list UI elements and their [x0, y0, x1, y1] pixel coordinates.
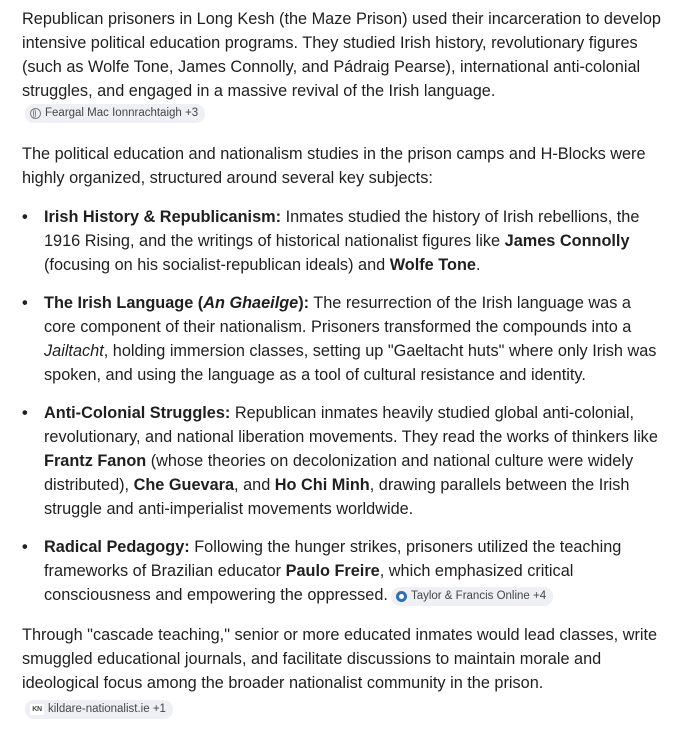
- intro-text: Republican prisoners in Long Kesh (the Maze Prison) used their incarceration to develop intensive political education programs. They studied Irish history, revolutionary figures (such as Wolfe Tone, James Connolly, and Pádraig Pearse), international anti-colonial struggles, and engaged in a massive revival of the Irish language.: [22, 10, 661, 100]
- bold-name: James Connolly: [504, 232, 630, 250]
- list-item-irish-history: [22, 205, 661, 277]
- bold-name: Frantz Fanon: [44, 452, 147, 470]
- title-part: ):: [298, 294, 310, 312]
- list-item-radical-pedagogy: [22, 535, 661, 607]
- item-text: .: [475, 256, 481, 274]
- item-text: , holding immersion classes, setting up "Gaeltacht huts" where only Irish was spoken, and using the language as a tool of cultural resistance and identity.: [44, 342, 657, 384]
- item-text: (focusing on his socialist-republican ideals) and: [44, 256, 390, 274]
- item-title: Irish History & Republicanism:: [44, 208, 282, 226]
- overview-text: The political education and nationalism studies in the prison camps and H-Blocks were highly organized, structured around several key subjects:: [22, 145, 646, 187]
- item-title: Radical Pedagogy:: [44, 538, 190, 556]
- list-item-irish-language: [22, 291, 661, 387]
- item-text: Following the hunger strikes, prisoners utilized the teaching frameworks of Brazilian educator: [44, 538, 622, 580]
- item-text: Inmates studied the history of Irish rebellions, the 1916 Rising, and the writings of historical nationalist figures like: [44, 208, 640, 250]
- bold-name: Ho Chi Minh: [274, 476, 370, 494]
- kildare-nationalist-logo-icon: KN: [30, 704, 44, 715]
- item-text: Republican inmates heavily studied global anti-colonial, revolutionary, and national liberation movements. They read the works of thinkers like: [44, 404, 658, 446]
- globe-icon: [30, 108, 41, 119]
- overview-paragraph: [22, 142, 661, 190]
- closing-text: Through "cascade teaching," senior or more educated inmates would lead classes, write smuggled educational journals, and facilitate discussions to maintain morale and ideological focus among the broader nationalist community in the prison.: [22, 626, 658, 692]
- bullet-dot: •: [22, 538, 28, 556]
- bold-name: Wolfe Tone: [389, 256, 476, 274]
- bold-name: Paulo Freire: [285, 562, 380, 580]
- source-chip-taylor-francis[interactable]: [391, 587, 553, 606]
- bold-name: Che Guevara: [133, 476, 235, 494]
- title-part: The Irish Language (: [44, 294, 204, 312]
- item-title: Anti-Colonial Struggles:: [44, 404, 231, 422]
- bullet-dot: •: [22, 294, 28, 312]
- source-chip-label: kildare-nationalist.ie +1: [48, 703, 166, 715]
- item-text: (whose theories on decolonization and national culture were widely distributed),: [44, 452, 634, 494]
- bullet-dot: •: [22, 404, 28, 422]
- bullet-dot: •: [22, 208, 28, 226]
- closing-paragraph: [22, 623, 661, 719]
- item-text: , and: [234, 476, 275, 494]
- taylor-francis-logo-icon: [396, 591, 407, 602]
- list-item-anti-colonial: [22, 401, 661, 521]
- item-title: [44, 294, 309, 312]
- item-text: The resurrection of the Irish language was a core component of their nationalism. Prisoners transformed the compounds into a: [44, 294, 632, 336]
- source-chip-kildare[interactable]: [25, 700, 173, 719]
- italic-term: Jailtacht: [44, 342, 104, 360]
- title-italic: An Ghaeilge: [203, 294, 299, 312]
- source-chip-feargal[interactable]: [25, 104, 205, 123]
- subjects-list: [22, 205, 661, 607]
- item-text: , which emphasized critical consciousness and empowering the oppressed.: [44, 562, 574, 604]
- source-chip-label: Taylor & Francis Online +4: [410, 590, 547, 602]
- item-text: , drawing parallels between the Irish struggle and anti-imperialist movements worldwide.: [44, 476, 630, 518]
- intro-paragraph: [22, 7, 661, 127]
- source-chip-label: Feargal Mac Ionnrachtaigh +3: [45, 107, 199, 119]
